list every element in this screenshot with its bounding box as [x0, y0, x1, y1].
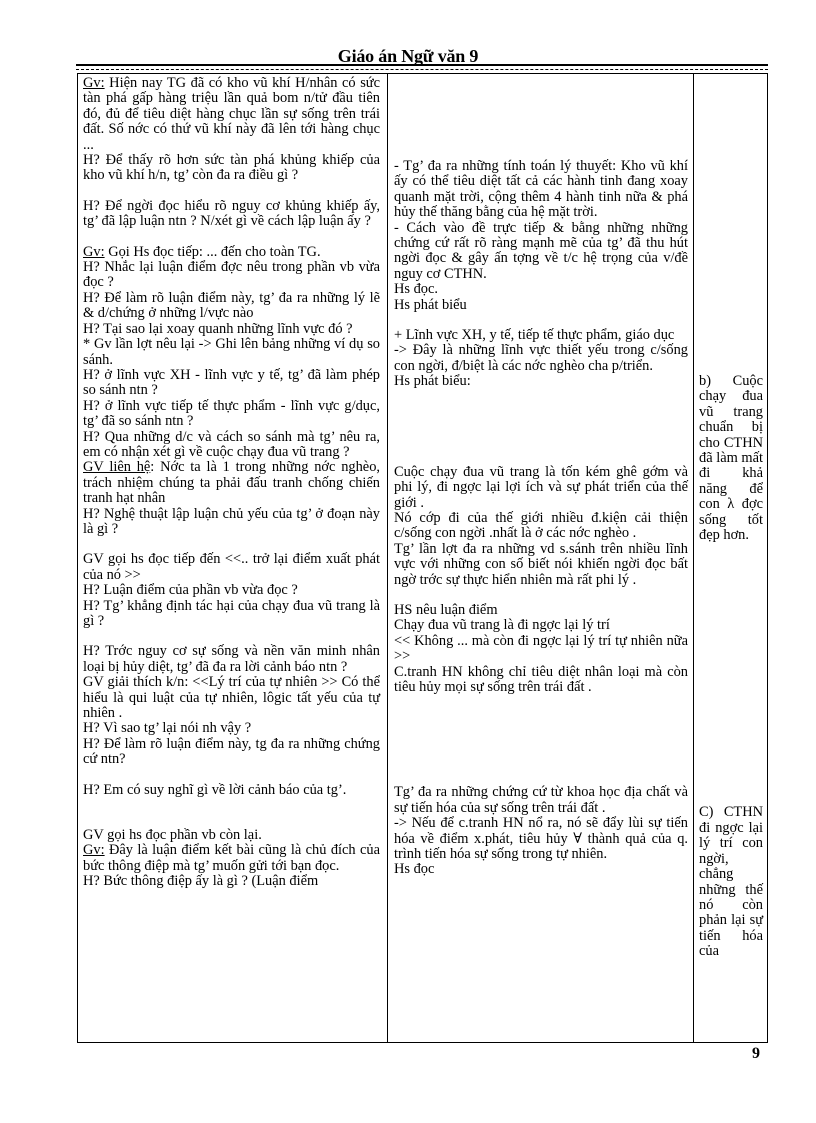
list-item: GV gọi hs đọc tiếp đến <<.. trở lại điểm xuất phát của nó >>: [83, 551, 380, 583]
list-item: GV giải thích k/n: <<Lý trí của tự nhiên >> Có thể hiểu là qui luật của tự nhiên, lôgic tất yếu của tự nhiên .: [83, 674, 380, 722]
teacher-activities-column: [83, 76, 380, 890]
list-item: H? Luận điểm của phần vb vừa đọc ?: [83, 582, 298, 599]
list-item: Tg’ lần lợt đa ra những vd s.sánh trên nhiều lĩnh vực với những con số biết nói khiến ngời đọc bất ngờ trớc sự thực hiển nhiên mà rất phi lý .: [394, 540, 688, 588]
list-item: GV gọi hs đọc phần vb còn lại.: [83, 827, 262, 844]
header-rule-dashed: [76, 69, 768, 70]
list-item: + Lĩnh vực XH, y tế, tiếp tế thực phẩm, giáo dục: [394, 327, 675, 344]
list-item: - Cách vào đề trực tiếp & bằng những những chứng cứ rất rõ ràng mạnh mẽ của tg’ đã thu hút ngời đọc & gây ấn tợng về t/c hệ trọng của v/đề nguy cơ CTHN.: [394, 219, 688, 282]
list-item: H? Để làm rõ luận điểm này, tg đa ra những chứng cứ ntn?: [83, 735, 380, 768]
list-item: H? Nhắc lại luận điểm đợc nêu trong phần vb vừa đọc ?: [83, 259, 380, 291]
list-item: Hs phát biểu: [394, 296, 467, 313]
list-item: Chạy đua vũ trang là đi ngợc lại lý trí: [394, 617, 610, 634]
list-item: H? Qua những d/c và cách so sánh mà tg’ nêu ra, em có nhận xét gì về cuộc chạy đua vũ trang ?: [83, 428, 380, 460]
list-item: Nó cớp đi của thế giới nhiều đ.kiện cải thiện c/sống con ngời .nhất là ở các nớc nghèo .: [394, 509, 688, 542]
list-item: H? Để ngời đọc hiểu rõ nguy cơ khủng khiếp ấy, tg’ đã lập luận ntn ? N/xét gì về cách lập luận ấy ?: [83, 197, 380, 230]
list-item: Gv: Hiện nay TG đã có kho vũ khí H/nhân có sức tàn phá gấp hàng triệu lần quả bom n/tử đầu tiên đó, đủ để tiêu diệt hàng chục lần sự sống trên trái đất. Số nớc có thứ vũ khí này đã lên tới hàng chục ...: [83, 75, 380, 153]
list-item: H? Tại sao lại xoay quanh những lĩnh vực đó ?: [83, 320, 353, 337]
list-item: HS nêu luận điểm: [394, 601, 498, 618]
list-item: H? ở lĩnh vực XH - lĩnh vực y tế, tg’ đã làm phép so sánh ntn ?: [83, 366, 380, 399]
list-item: H? Trớc nguy cơ sự sống và nền văn minh nhân loại bị hủy diệt, tg’ đã đa ra lời cảnh báo ntn ?: [83, 643, 380, 675]
column-divider: [387, 74, 388, 1042]
list-item: -> Nếu để c.tranh HN nổ ra, nó sẽ đẩy lùi sự tiến hóa về điểm x.phát, tiêu hủy ∀ thành quả của q. trình tiến hóa sự sống trong tự nhiên.: [394, 815, 688, 862]
section-c-note: C) CTHN đi ngợc lại lý trí con ngời, chẳng những thế nó còn phản lại sự tiến hóa của: [699, 804, 763, 960]
list-item: H? Bức thông điệp ấy là gì ? (Luận điểm: [83, 873, 319, 890]
page-number: 9: [752, 1045, 760, 1062]
list-item: H? ở lĩnh vực tiếp tế thực phẩm - lĩnh vực g/dục, tg’ đã so sánh ntn ?: [83, 397, 380, 430]
list-item: Hs phát biểu:: [394, 373, 471, 390]
list-item: - Tg’ đa ra những tính toán lý thuyết: Kho vũ khí ấy có thể tiêu diệt tất cả các hành tinh đang xoay quanh mặt trời, cộng thêm 4 hành tinh nữa & phá hủy thế thăng bằng của hệ mặt trời.: [394, 158, 688, 221]
column-divider: [693, 74, 694, 1042]
section-b-note: b) Cuộc chạy đua vũ trang chuẩn bị cho CTHN đã làm mất đi khả năng để con λ đợc sống tốt đẹp hơn.: [699, 373, 763, 544]
list-item: -> Đây là những lĩnh vực thiết yếu trong c/sống con ngời, đ/biệt là các nớc nghèo cha p/triển.: [394, 342, 688, 374]
list-item: H? Tg’ khẳng định tác hại của chạy đua vũ trang là gì ?: [83, 597, 380, 629]
list-item: H? Để làm rõ luận điểm này, tg’ đa ra những lý lẽ & d/chứng ở những l/vực nào: [83, 289, 380, 322]
list-item: Cuộc chạy đua vũ trang là tốn kém ghê gớm và phi lý, đi ngợc lại lợi ích và sự phát triển của thế giới .: [394, 463, 688, 511]
list-item: Hs đọc: [394, 861, 435, 878]
list-item: Gv: Gọi Hs đọc tiếp: ... đến cho toàn TG.: [83, 243, 321, 260]
list-item: H? Để thấy rõ hơn sức tàn phá khủng khiếp của kho vũ khí h/n, tg’ còn đa ra điều gì ?: [83, 152, 380, 184]
list-item: Hs đọc.: [394, 281, 438, 298]
list-item: H? Nghệ thuật lập luận chủ yếu của tg’ ở đoạn này là gì ?: [83, 505, 380, 537]
list-item: << Không ... mà còn đi ngợc lại lý trí tự nhiên nữa >>: [394, 632, 688, 665]
notes-column: [699, 374, 763, 960]
list-item: GV liên hệ: Nớc ta là 1 trong những nớc nghèo, trách nhiệm chúng ta phải đấu tranh chống chiến tranh hạt nhân: [83, 459, 380, 507]
list-item: C.tranh HN không chỉ tiêu diệt nhân loại mà còn tiêu hủy mọi sự sống trên trái đất .: [394, 663, 688, 695]
student-activities-column: [394, 159, 688, 878]
header-rule: [76, 64, 768, 66]
list-item: Tg’ đa ra những chứng cứ từ khoa học địa chất và sự tiến hóa của sự sống trên trái đất .: [394, 784, 688, 816]
list-item: * Gv lần lợt nêu lại -> Ghi lên bảng những ví dụ so sánh.: [83, 336, 380, 368]
page-header-title: Giáo án Ngữ văn 9: [337, 46, 479, 66]
list-item: H? Em có suy nghĩ gì về lời cảnh báo của tg’.: [83, 781, 347, 798]
list-item: Gv: Đây là luận điểm kết bài cũng là chủ đích của bức thông điệp mà tg’ muốn gửi tới bạn đọc.: [83, 842, 380, 874]
lesson-table: [77, 73, 768, 1043]
list-item: H? Vì sao tg’ lại nói nh vậy ?: [83, 720, 252, 737]
